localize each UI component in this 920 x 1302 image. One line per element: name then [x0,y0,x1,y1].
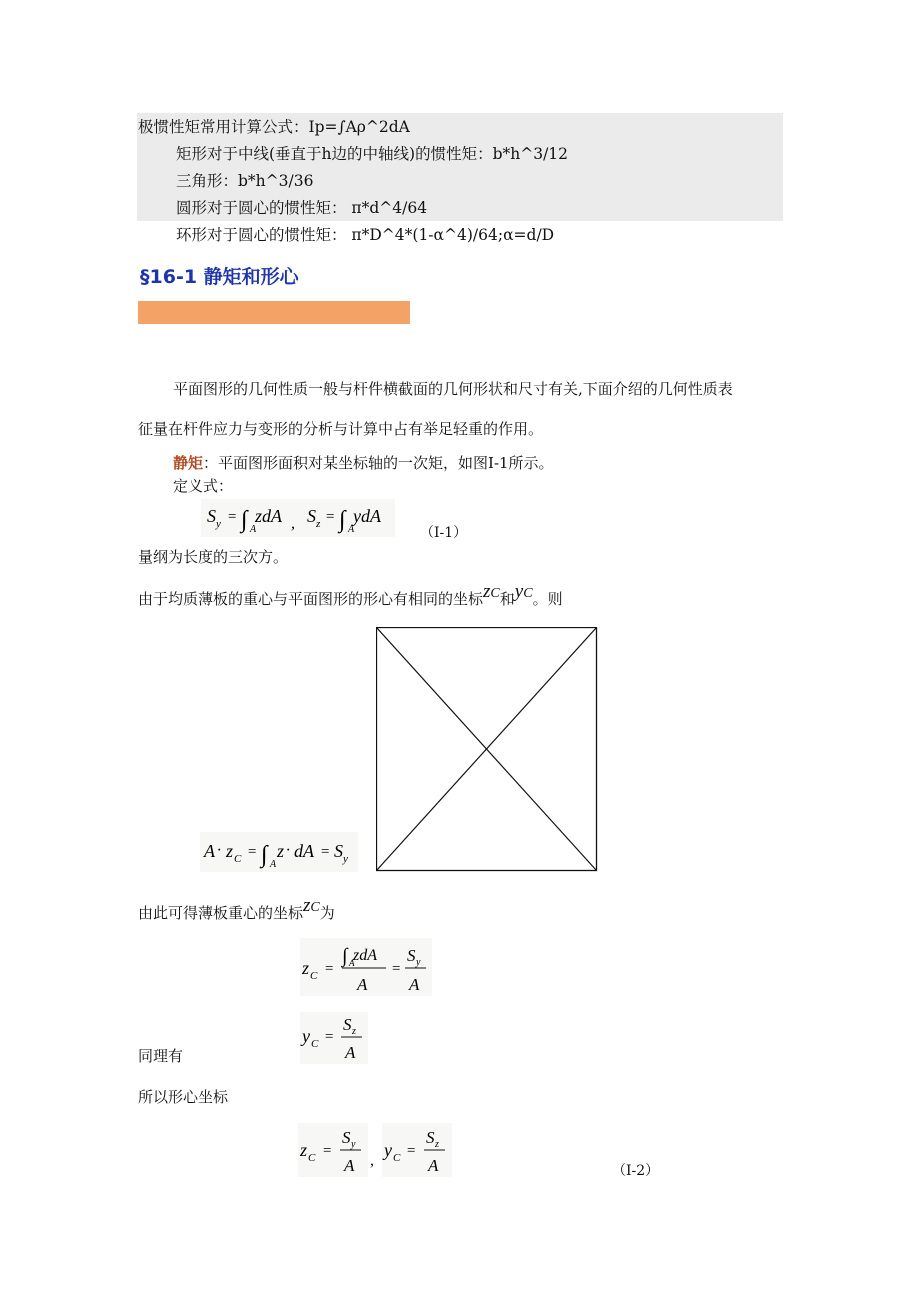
formula-zc-final [298,1123,368,1177]
svg-text:·: · [286,842,290,859]
section-title: §16-1 静矩和形心 [140,266,299,288]
zc-symbol: zC [483,581,500,602]
svg-text:C: C [234,853,242,865]
svg-text:∫: ∫ [241,507,248,533]
svg-text:ydA: ydA [353,506,381,526]
svg-text:z: z [277,841,285,861]
svg-text:S: S [307,506,316,526]
formula-area-times-zc [200,832,358,872]
svg-text:C: C [310,970,318,982]
yc-symbol: yC [514,581,533,602]
svg-text:y: y [302,1026,310,1046]
svg-text:S: S [207,506,216,526]
centroid-sentence: 由于均质薄板的重心与平面图形的形心有相同的坐标zC和yC。则 [138,581,563,608]
svg-text:A: A [428,1156,439,1175]
thus-sentence: 由此可得薄板重心的坐标zC为 [138,895,335,922]
formula-yc-fraction [300,1012,368,1064]
summary-line-polar: 极惯性矩常用计算公式：Ip=∫Aρ^2dA [138,118,410,136]
svg-text:=: = [247,844,258,860]
svg-text:=: = [324,961,335,977]
summary-line-annulus: 环形对于圆心的惯性矩： π*D^4*(1-α^4)/64;α=d/D [176,226,555,244]
svg-text:S: S [343,1015,352,1034]
static-moment-term: 静矩 [173,454,204,472]
intro-line-2: 征量在杆件应力与变形的分析与计算中占有举足轻重的作用。 [138,420,544,438]
svg-text:S: S [407,946,416,965]
summary-line-circle: 圆形对于圆心的惯性矩： π*d^4/64 [176,199,428,217]
figure-placeholder [376,627,598,872]
similarly-label: 同理有 [138,1047,184,1065]
summary-line-triangle: 三角形：b*h^3/36 [176,172,314,190]
svg-text:z: z [352,1026,356,1037]
svg-text:C: C [393,1152,401,1164]
static-moment-definition [173,452,554,473]
svg-text:∫: ∫ [339,507,346,533]
svg-text:z: z [226,841,234,861]
definition-label: 定义式： [173,477,234,495]
svg-text:A: A [348,524,355,535]
svg-text:A: A [204,841,215,861]
svg-text:C: C [311,1038,319,1050]
equation-number-1: （Ⅰ-1） [420,525,468,541]
svg-text:S: S [426,1128,435,1147]
svg-text:A: A [250,524,257,535]
svg-text:y: y [216,518,221,530]
svg-text:A: A [270,859,277,870]
formula-yc-final [382,1123,452,1177]
svg-text:=: = [320,844,331,860]
svg-text:A: A [357,975,368,994]
svg-text:zdA: zdA [255,506,282,526]
svg-text:A: A [349,958,355,968]
dimension-note: 量纲为长度的三次方。 [138,548,289,566]
svg-text:z: z [302,958,310,978]
svg-text:z: z [316,518,321,530]
svg-text:A: A [344,1156,355,1175]
svg-text:z: z [300,1140,308,1160]
svg-text:=: = [406,1143,417,1159]
equation-number-2: （Ⅰ-2） [612,1163,660,1179]
svg-text:z: z [435,1139,439,1150]
formula-zc-fraction [300,938,432,996]
intro-line-1: 平面图形的几何性质一般与杆件横截面的几何形状和尺寸有关,下面介绍的几何性质表 [173,380,733,398]
svg-text:y: y [416,957,421,968]
svg-text:∫: ∫ [342,945,348,967]
svg-text:·: · [217,842,221,859]
svg-text:dA: dA [294,841,314,861]
svg-text:=: = [325,509,336,525]
svg-text:=: = [391,961,402,977]
svg-text:=: = [324,1029,335,1045]
svg-text:=: = [322,1143,333,1159]
svg-text:,: , [291,515,295,532]
svg-text:y: y [384,1140,392,1160]
svg-text:y: y [343,853,348,865]
static-moment-text: ：平面图形面积对某坐标轴的一次矩，如图Ⅰ-1所示。 [203,454,554,472]
svg-text:A: A [345,1043,356,1062]
section-underline-bar [138,301,410,324]
so-centroid-label: 所以形心坐标 [138,1088,229,1106]
svg-text:S: S [342,1128,351,1147]
svg-text:∫: ∫ [261,842,268,868]
svg-text:y: y [351,1139,356,1150]
svg-text:A: A [409,975,420,994]
svg-text:=: = [227,509,238,525]
formula-static-moments [201,499,395,537]
svg-text:zdA: zdA [353,947,377,964]
svg-text:C: C [308,1152,316,1164]
zc-symbol-2: zC [303,895,320,916]
svg-text:S: S [334,841,343,861]
formula-comma: , [370,1152,374,1169]
summary-line-rectangle: 矩形对于中线(垂直于h边的中轴线)的惯性矩：b*h^3/12 [176,145,569,163]
